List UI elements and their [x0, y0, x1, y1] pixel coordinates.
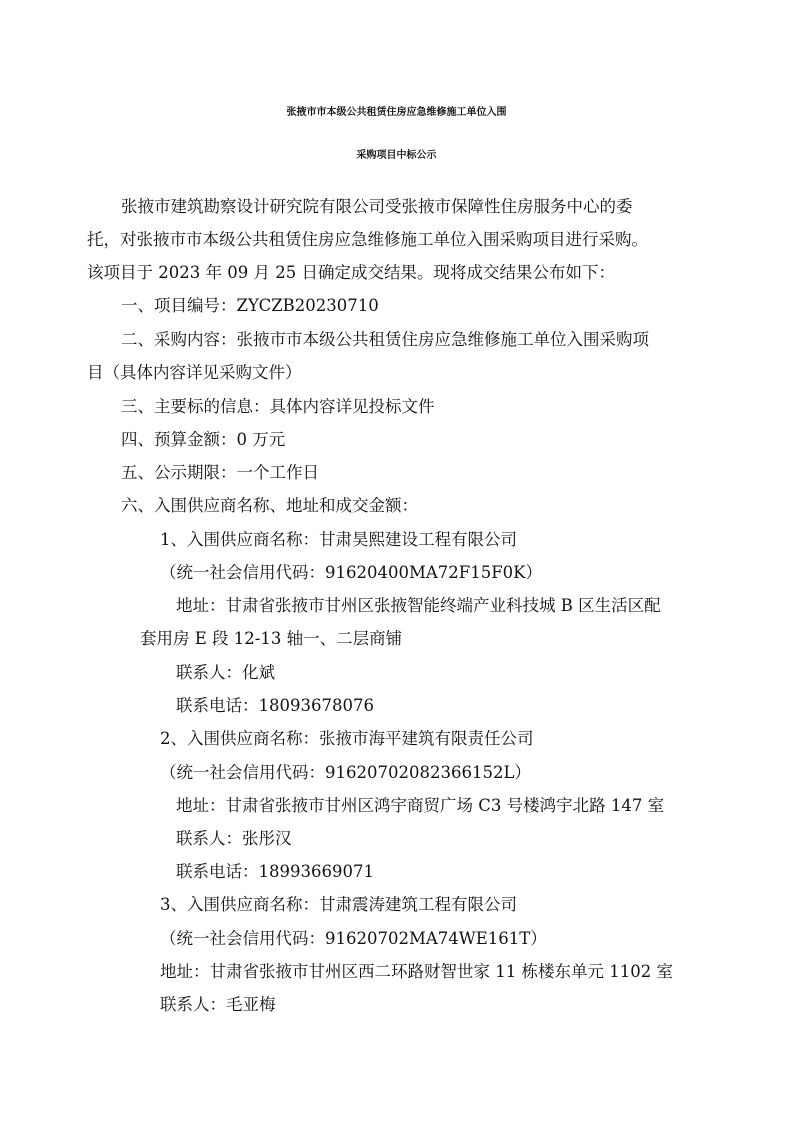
supplier-1-address-line-1: 地址：甘肃省张掖市甘州区张掖智能终端产业科技城 B 区生活区配	[176, 596, 661, 615]
section-publicity-period: 五、公示期限：一个工作日	[121, 463, 319, 482]
intro-line-3: 该项目于 2023 年 09 月 25 日确定成交结果。现将成交结果公布如下：	[87, 263, 615, 282]
section-suppliers-heading: 六、入围供应商名称、地址和成交金额：	[121, 496, 418, 515]
supplier-2-credit-code: （统一社会信用代码：91620702082366152L）	[160, 763, 531, 782]
document-title-line-1: 张掖市市本级公共租赁住房应急维修施工单位入围	[286, 107, 507, 118]
supplier-1-phone: 联系电话：18093678076	[176, 696, 374, 715]
document-title-line-2: 采购项目中标公示	[356, 150, 437, 161]
supplier-2-name: 2、入围供应商名称：张掖市海平建筑有限责任公司	[160, 729, 534, 748]
section-procurement-content-line-2: 目（具体内容详见采购文件）	[87, 363, 302, 382]
section-procurement-content-line-1: 二、采购内容：张掖市市本级公共租赁住房应急维修施工单位入围采购项	[121, 330, 649, 349]
supplier-1-contact: 联系人：化斌	[176, 663, 275, 682]
supplier-3-credit-code: （统一社会信用代码：91620702MA74WE161T）	[160, 929, 547, 948]
supplier-2-phone: 联系电话：18993669071	[176, 862, 374, 881]
intro-line-1: 张掖市建筑勘察设计研究院有限公司受张掖市保障性住房服务中心的委	[121, 197, 633, 216]
supplier-1-name: 1、入围供应商名称：甘肃昊熙建设工程有限公司	[160, 530, 517, 549]
section-main-subject-info: 三、主要标的信息：具体内容详见投标文件	[121, 397, 435, 416]
section-project-number: 一、项目编号：ZYCZB20230710	[121, 296, 379, 315]
supplier-3-contact: 联系人：毛亚梅	[160, 995, 276, 1014]
section-budget-amount: 四、预算金额：0 万元	[121, 430, 286, 449]
supplier-1-credit-code: （统一社会信用代码：91620400MA72F15F0K）	[160, 563, 543, 582]
intro-line-2: 托，对张掖市市本级公共租赁住房应急维修施工单位入围采购项目进行采购。	[87, 230, 648, 249]
supplier-1-address-line-2: 套用房 E 段 12-13 轴一、二层商铺	[140, 629, 403, 648]
supplier-3-name: 3、入围供应商名称：甘肃震涛建筑工程有限公司	[160, 895, 517, 914]
supplier-2-address: 地址：甘肃省张掖市甘州区鸿宇商贸广场 C3 号楼鸿宇北路 147 室	[176, 796, 665, 815]
supplier-2-contact: 联系人：张彤汉	[176, 829, 292, 848]
supplier-3-address: 地址：甘肃省张掖市甘州区西二环路财智世家 11 栋楼东单元 1102 室	[160, 962, 673, 981]
